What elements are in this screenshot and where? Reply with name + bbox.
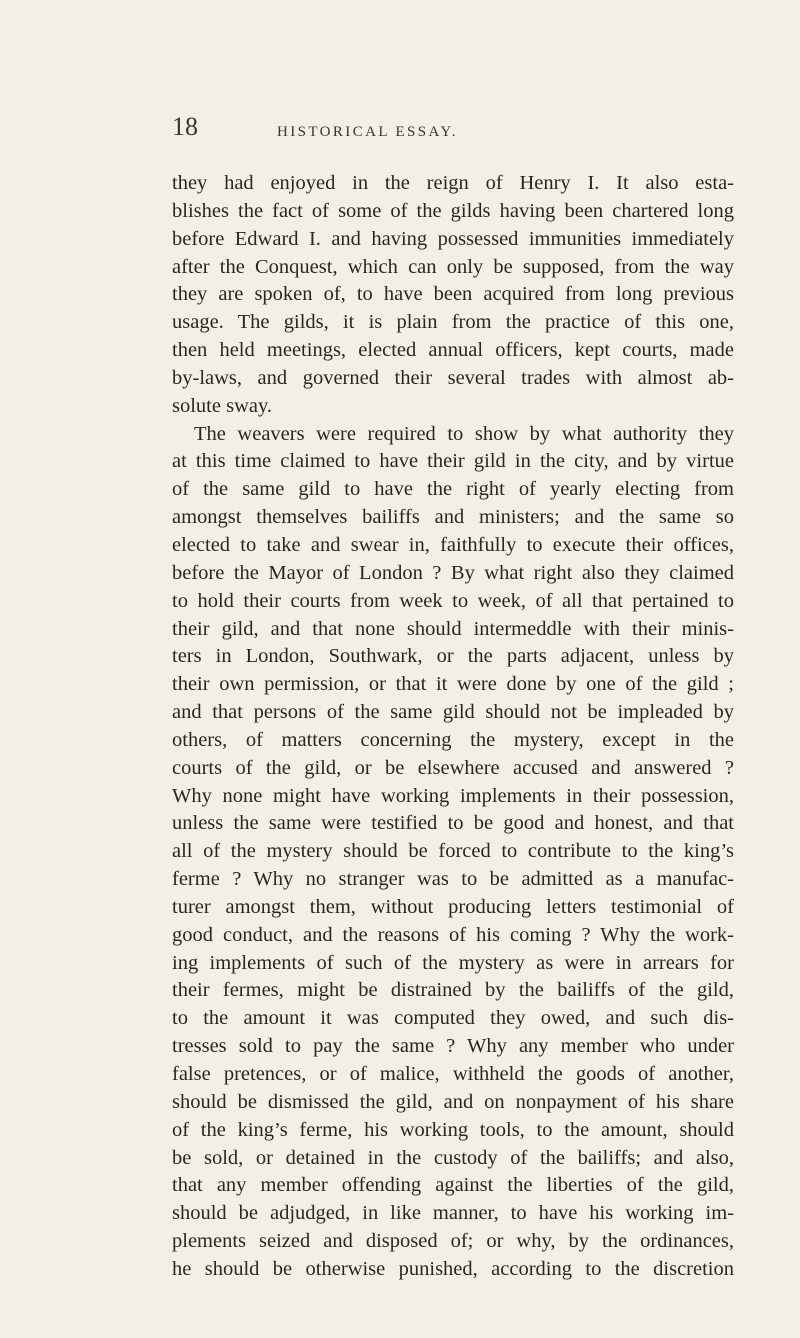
text-line: unless the same were testified to be good and honest, and that <box>172 812 734 835</box>
text-line: tresses sold to pay the same ? Why any member who under <box>172 1035 734 1058</box>
paragraph-first-line: The weavers were required to show by what authority they <box>194 422 734 445</box>
running-head: HISTORICAL ESSAY. <box>277 124 458 140</box>
text-line: ferme ? Why no stranger was to be admitted as a manufac- <box>172 868 734 891</box>
text-line: others, of matters concerning the mystery, except in the <box>172 728 734 751</box>
page-number: 18 <box>172 112 198 141</box>
body-text <box>172 170 734 1284</box>
text-line: ters in London, Southwark, or the parts adjacent, unless by <box>172 645 734 668</box>
text-line: their gild, and that none should intermeddle with their minis- <box>172 617 734 640</box>
text-line: usage. The gilds, it is plain from the practice of this one, <box>172 311 734 334</box>
text-line: and that persons of the same gild should not be impleaded by <box>172 701 734 724</box>
text-line: that any member offending against the liberties of the gild, <box>172 1174 734 1197</box>
text-line: then held meetings, elected annual officers, kept courts, made <box>172 339 734 362</box>
text-line: solute sway. <box>172 394 273 417</box>
text-line: amongst themselves bailiffs and ministers; and the same so <box>172 506 734 529</box>
text-line: should be dismissed the gild, and on nonpayment of his share <box>172 1090 734 1113</box>
text-line: Why none might have working implements in their possession, <box>172 784 734 807</box>
text-line: blishes the fact of some of the gilds having been chartered long <box>172 199 734 222</box>
page-header <box>172 112 732 152</box>
text-line: at this time claimed to have their gild in the city, and by virtue <box>172 450 734 473</box>
text-line: should be adjudged, in like manner, to have his working im- <box>172 1202 734 1225</box>
text-line: they had enjoyed in the reign of Henry I. It also esta- <box>172 172 734 194</box>
text-line: good conduct, and the reasons of his coming ? Why the work- <box>172 923 734 946</box>
text-line: all of the mystery should be forced to contribute to the king’s <box>172 840 734 863</box>
text-line: to the amount it was computed they owed, and such dis- <box>172 1007 734 1030</box>
text-line: their own permission, or that it were done by one of the gild ; <box>172 673 734 696</box>
text-line: ing implements of such of the mystery as were in arrears for <box>172 951 734 974</box>
text-line: courts of the gild, or be elsewhere accused and answered ? <box>172 756 734 779</box>
text-line: by-laws, and governed their several trades with almost ab- <box>172 366 734 389</box>
text-line: turer amongst them, without producing letters testimonial of <box>172 895 734 918</box>
text-line: before the Mayor of London ? By what right also they claimed <box>172 561 734 584</box>
text-line: false pretences, or of malice, withheld the goods of another, <box>172 1063 734 1085</box>
text-line: be sold, or detained in the custody of the bailiffs; and also, <box>172 1146 734 1169</box>
text-line: after the Conquest, which can only be supposed, from the way <box>172 255 734 278</box>
text-line: elected to take and swear in, faithfully to execute their offices, <box>172 533 734 556</box>
text-line: plements seized and disposed of; or why, by the ordinances, <box>172 1230 734 1253</box>
text-line: they are spoken of, to have been acquired from long previous <box>172 283 734 306</box>
text-line: he should be otherwise punished, according to the discretion <box>172 1257 734 1280</box>
text-line: to hold their courts from week to week, of all that pertained to <box>172 589 734 612</box>
text-line: before Edward I. and having possessed immunities immediately <box>172 227 734 250</box>
text-line: of the same gild to have the right of yearly electing from <box>172 478 734 501</box>
text-line: of the king’s ferme, his working tools, to the amount, should <box>172 1118 734 1141</box>
text-line: their fermes, might be distrained by the bailiffs of the gild, <box>172 979 734 1002</box>
